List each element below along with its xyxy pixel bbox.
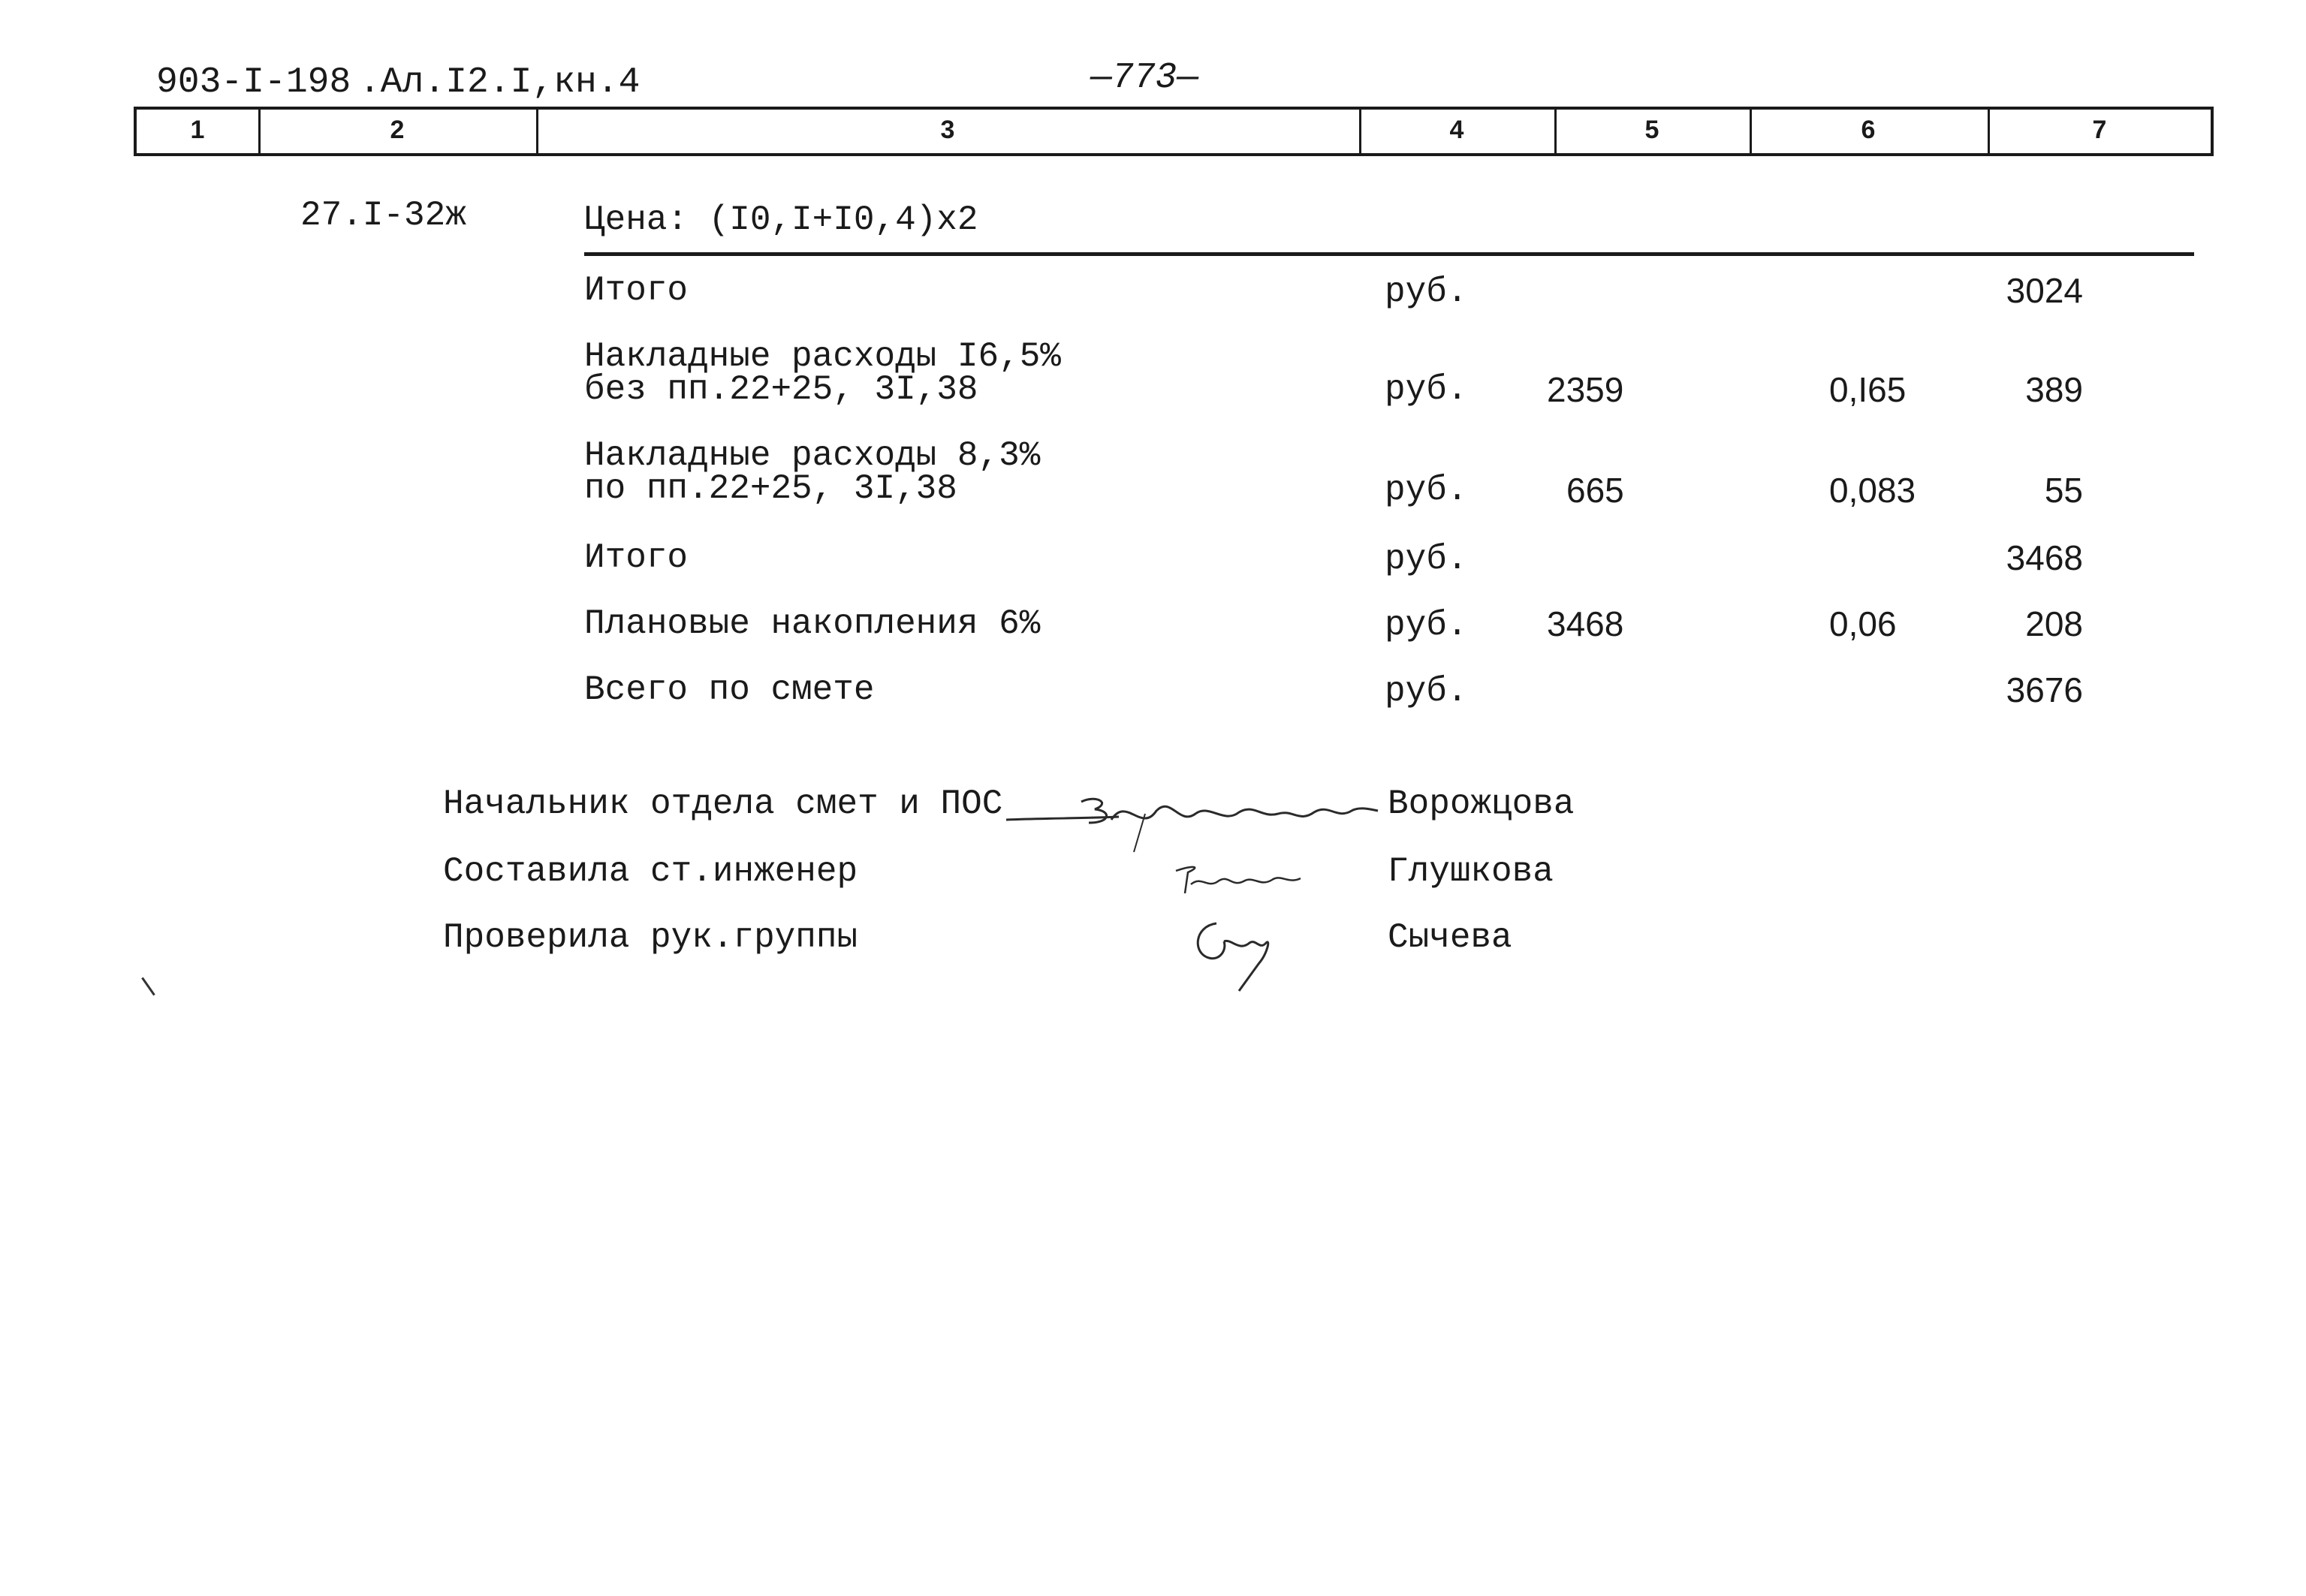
handwritten-signature <box>1171 854 1314 911</box>
price-formula: Цена: (I0,I+I0,4)x2 <box>584 200 978 239</box>
signer-name: Сычева <box>1388 918 1512 957</box>
column-number-4: 4 <box>1449 116 1464 144</box>
column-separator <box>1988 110 1990 153</box>
row-label: Итого <box>584 271 689 310</box>
row-unit: руб. <box>1385 471 1468 510</box>
row-unit: руб. <box>1385 606 1468 645</box>
row-label-line1: Накладные расходы 8,3% <box>584 436 1041 475</box>
row-amount: 208 <box>2025 604 2083 643</box>
signer-role: Проверила рук.группы <box>443 918 858 957</box>
page-number: —773— <box>1090 58 1199 98</box>
row-amount: 3024 <box>2006 271 2083 310</box>
column-number-7: 7 <box>2092 116 2107 144</box>
row-amount: 389 <box>2025 370 2083 409</box>
signer-role: Начальник отдела смет и ПОС <box>443 784 1003 824</box>
row-unit: руб. <box>1385 540 1468 579</box>
row-unit: руб. <box>1385 370 1468 409</box>
document-code: 903-I-198 <box>156 62 351 103</box>
row-base: 3468 <box>1547 604 1624 643</box>
column-number-1: 1 <box>190 116 205 144</box>
row-label: Итого <box>584 538 689 577</box>
row-unit: руб. <box>1385 672 1468 711</box>
column-number-3: 3 <box>940 116 955 144</box>
column-separator <box>1554 110 1557 153</box>
row-base: 2359 <box>1547 370 1624 409</box>
row-unit: руб. <box>1385 273 1468 312</box>
column-separator <box>1359 110 1361 153</box>
row-amount: 3468 <box>2006 538 2083 577</box>
handwritten-signature <box>999 781 1389 845</box>
row-rate: 0,083 <box>1829 471 1916 510</box>
row-label-line2: без пп.22+25, 3I,38 <box>584 370 978 409</box>
column-separator <box>536 110 538 153</box>
handwritten-signature <box>1186 908 1277 1002</box>
row-rate: 0,I65 <box>1829 370 1907 409</box>
signer-name: Ворожцова <box>1388 784 1575 824</box>
signer-name: Глушкова <box>1388 852 1554 891</box>
column-number-6: 6 <box>1861 116 1876 144</box>
row-rate: 0,06 <box>1829 604 1897 643</box>
column-header-band <box>134 107 2214 156</box>
column-separator <box>1750 110 1752 153</box>
price-underline <box>584 252 2194 256</box>
document-reference: .Ал.I2.I,кн.4 <box>359 62 641 103</box>
row-label-line1: Накладные расходы I6,5% <box>584 337 1061 376</box>
row-amount: 55 <box>2044 471 2083 510</box>
row-amount: 3676 <box>2006 670 2083 709</box>
row-label: Всего по смете <box>584 670 875 709</box>
column-number-2: 2 <box>390 116 405 144</box>
row-label-line2: по пп.22+25, 3I,38 <box>584 469 957 508</box>
column-separator <box>258 110 261 153</box>
signer-role: Составила ст.инженер <box>443 852 858 891</box>
scan-mark <box>141 977 155 996</box>
row-base: 665 <box>1566 471 1624 510</box>
row-label: Плановые накопления 6% <box>584 604 1041 643</box>
column-number-5: 5 <box>1644 116 1659 144</box>
item-code: 27.I-32ж <box>300 196 466 235</box>
